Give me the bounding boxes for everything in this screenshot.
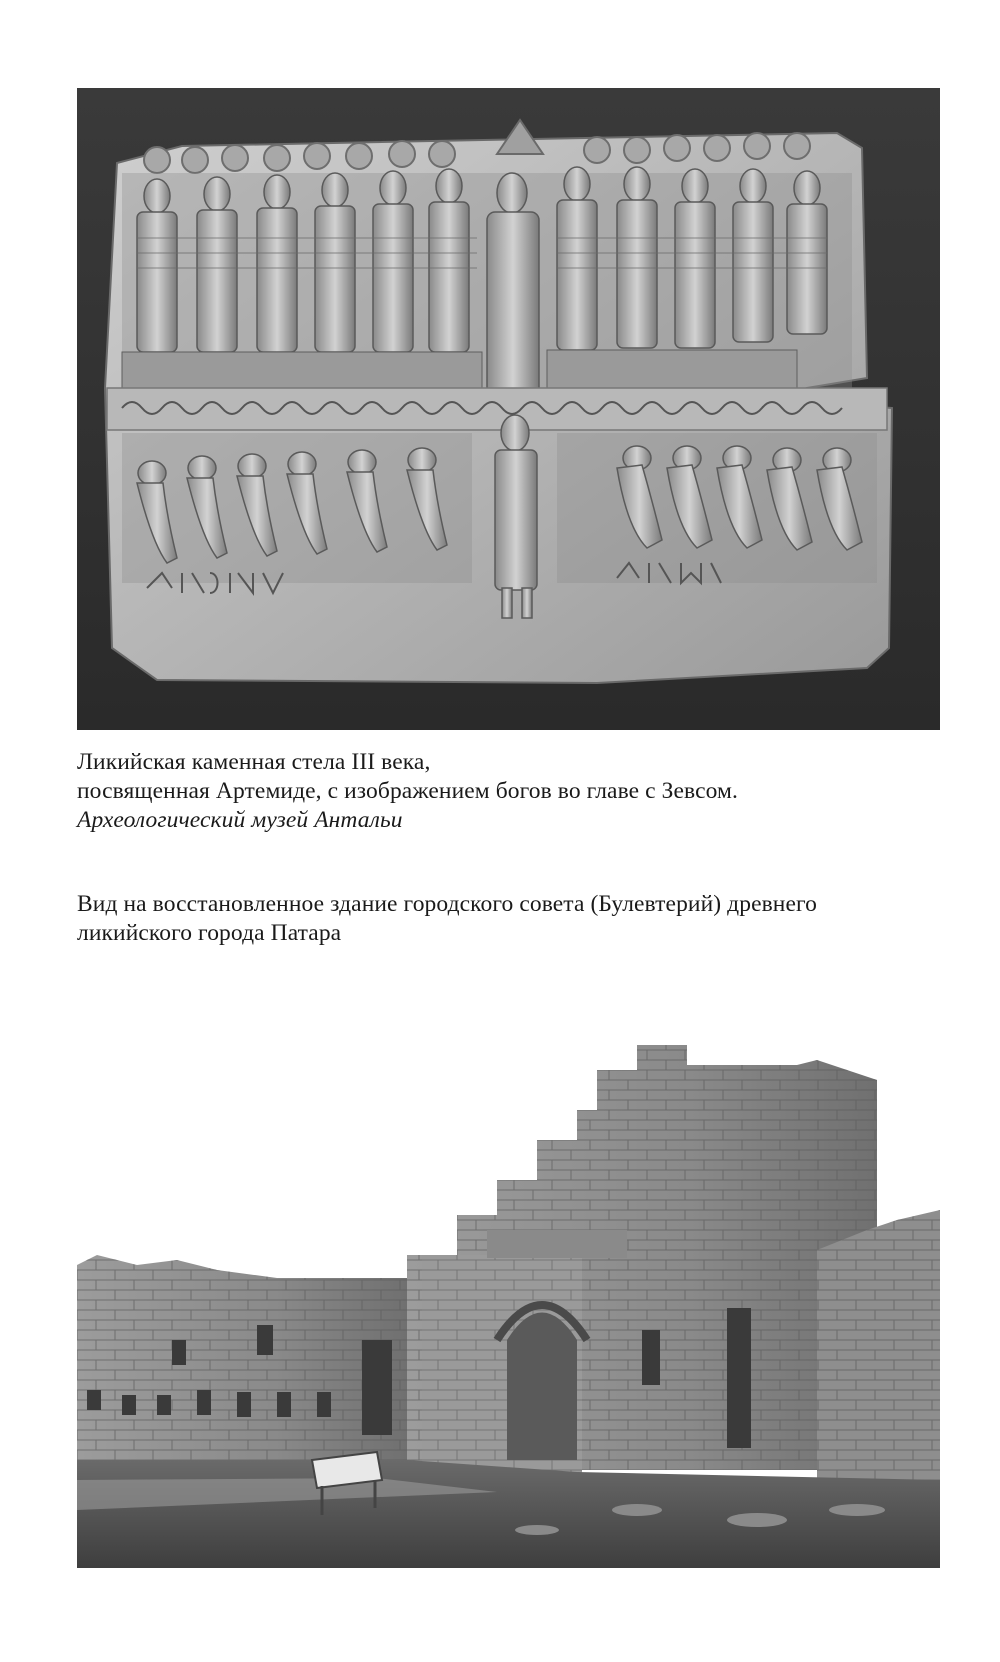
stele-caption-line-2: посвященная Артемиде, с изображением богов во главе с Зевсом. xyxy=(77,778,738,804)
stele-photo xyxy=(77,88,940,730)
building-caption-line-2: ликийского города Патара xyxy=(77,920,342,946)
stele-caption-museum: Археологический музей Антальи xyxy=(77,807,403,833)
building-caption-line-1: Вид на восстановленное здание городского совета (Булевтерий) древнего xyxy=(77,891,818,917)
bouleuterion-photo xyxy=(77,1040,940,1568)
building-caption xyxy=(77,890,947,948)
stele-caption xyxy=(77,748,947,835)
stele-caption-line-1: Ликийская каменная стела III века, xyxy=(77,749,431,775)
